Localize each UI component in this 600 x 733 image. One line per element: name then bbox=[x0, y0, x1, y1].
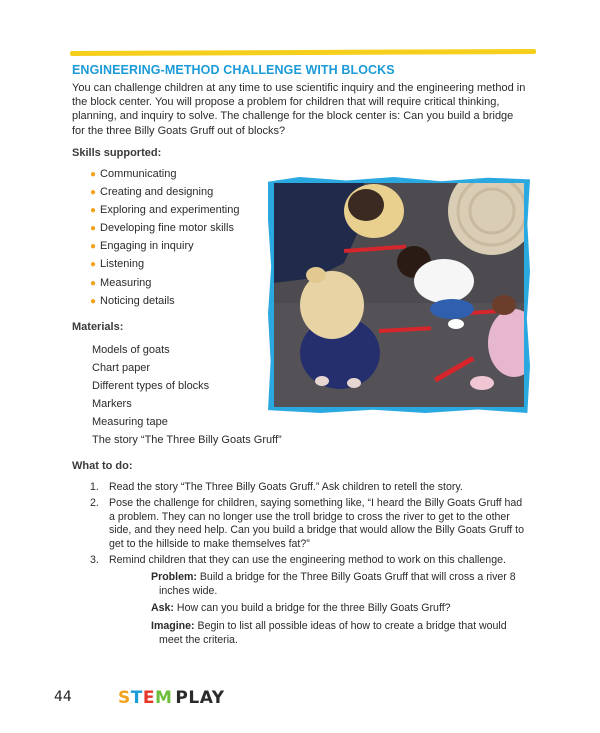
materials-list bbox=[92, 341, 282, 449]
list-item: ● Exploring and experimenting bbox=[90, 204, 240, 217]
what-to-do-label: What to do: bbox=[72, 460, 133, 472]
list-item: 2. Pose the challenge for children, saying something like, “I heard the Billy Goats Gruff had a problem. They can no longer use the troll bridge to cross the river to get to the other side, and they need help. Can you build a bridge that would allow the Billy Goats Gruff to get to the hillside to make themselves fat?” bbox=[90, 496, 524, 551]
materials-label: Materials: bbox=[72, 321, 124, 333]
intro-paragraph: You can challenge children at any time to use scientific inquiry and the engineering method in the block center. You will propose a problem for children that will require critical thinking, planning, and inquiry to solve. The challenge for the block center is: Can you build a bridge for the three Billy Goats Gruff out of blocks? bbox=[72, 82, 526, 137]
list-item: ● Listening bbox=[90, 258, 145, 271]
photo-illustration bbox=[274, 183, 524, 407]
list-item: Models of goats bbox=[92, 344, 170, 356]
list-item: 1. Read the story “The Three Billy Goats Gruff.” Ask children to retell the story. bbox=[90, 481, 463, 493]
list-item: Chart paper bbox=[92, 362, 151, 374]
list-item: ● Communicating bbox=[90, 168, 177, 180]
bullet-icon: ● bbox=[90, 187, 97, 199]
list-item: ● Measuring bbox=[90, 276, 152, 289]
bullet-icon: ● bbox=[90, 205, 97, 217]
bullet-icon: ● bbox=[90, 223, 97, 235]
engineering-steps bbox=[109, 571, 530, 648]
skills-list bbox=[90, 165, 239, 310]
stem-play-logo: STEM PLAY bbox=[118, 688, 225, 708]
bullet-icon: ● bbox=[90, 295, 97, 307]
list-item: Measuring tape bbox=[92, 416, 168, 428]
list-item: Imagine: Begin to list all possible ideas of how to create a bridge that would meet the criteria. bbox=[151, 620, 507, 646]
skills-label: Skills supported: bbox=[72, 147, 162, 159]
bullet-icon: ● bbox=[90, 277, 97, 289]
steps-list bbox=[90, 481, 530, 652]
bullet-icon: ● bbox=[90, 169, 97, 180]
list-item: ● Noticing details bbox=[90, 294, 175, 307]
list-item: ● Engaging in inquiry bbox=[90, 240, 194, 253]
list-item: Markers bbox=[92, 398, 132, 410]
top-rule bbox=[70, 49, 536, 56]
list-item: Different types of blocks bbox=[92, 380, 210, 392]
list-item: ● Developing fine motor skills bbox=[90, 222, 234, 235]
bullet-icon: ● bbox=[90, 241, 97, 253]
page-number: 44 bbox=[54, 689, 72, 705]
list-item: The story “The Three Billy Goats Gruff” bbox=[92, 434, 282, 446]
children-measuring-photo bbox=[274, 183, 524, 407]
bullet-icon: ● bbox=[90, 259, 97, 271]
list-item: Ask: How can you build a bridge for the three Billy Goats Gruff? bbox=[151, 602, 451, 615]
list-item: ● Creating and designing bbox=[90, 186, 214, 199]
list-item: 3. Remind children that they can use the engineering method to work on this challenge. Problem: Build a bridge for the Three Billy Goats Gruff that will cross a river 8 inches wide. Ask: How can you build a bridge for the three Billy Goats Gruff? Imagine: Begin to list all possible ideas of how to create a bridge that would meet the criteria. bbox=[90, 554, 530, 648]
section-heading: ENGINEERING-METHOD CHALLENGE WITH BLOCKS bbox=[72, 63, 395, 77]
list-item: Problem: Build a bridge for the Three Billy Goats Gruff that will cross a river 8 inches wide. bbox=[151, 570, 516, 597]
